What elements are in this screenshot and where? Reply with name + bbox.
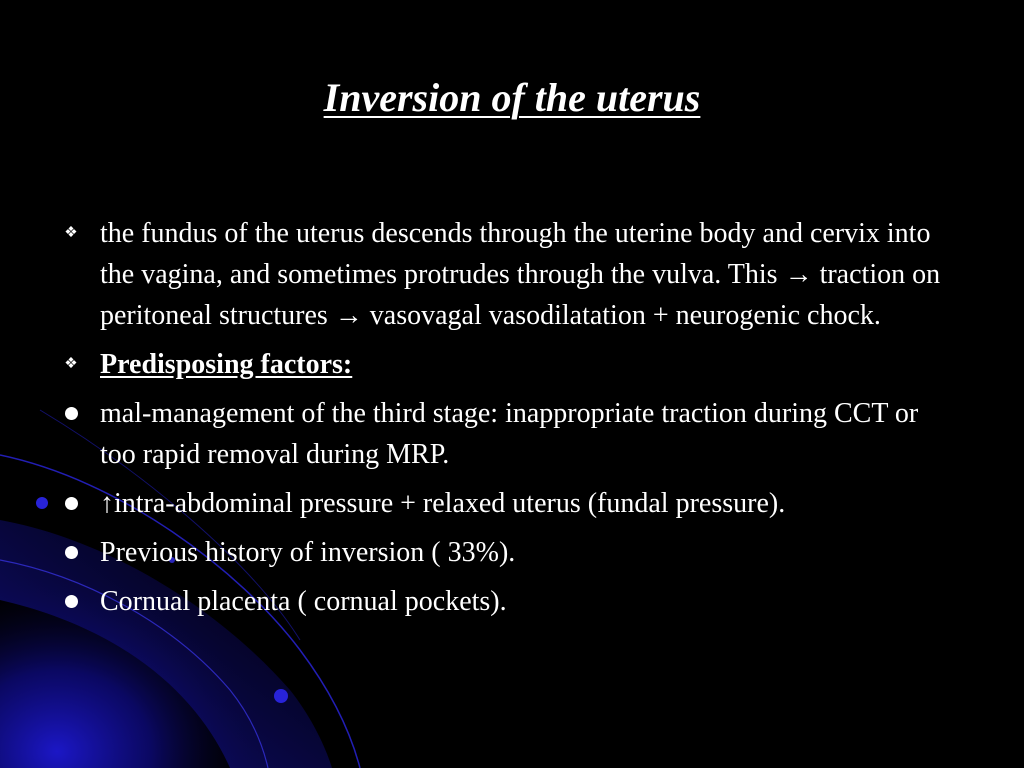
round-bullet-icon	[60, 393, 82, 434]
bullet-text: Previous history of inversion ( 33%).	[100, 537, 516, 568]
list-item	[60, 532, 960, 573]
bullet-text: mal-management of the third stage: inappropriate traction during CCT or too rapid removal during MRP.	[100, 398, 919, 470]
list-item	[60, 483, 960, 524]
round-bullet-icon	[60, 483, 82, 524]
glow-dot-1	[36, 497, 48, 509]
round-bullet-icon	[60, 532, 82, 573]
list-item	[60, 213, 960, 336]
bullet-text: the fundus of the uterus descends through the uterine body and cervix into the vagina, and sometimes protrudes through the vulva. This → traction on peritoneal structures → vasovagal vasodilatation + neurogenic chock.	[100, 218, 941, 331]
list-item	[60, 344, 960, 385]
bullet-list	[60, 213, 960, 630]
slide-title: Inversion of the uterus	[323, 75, 701, 120]
predisposing-factors-heading: Predisposing factors:	[100, 349, 353, 380]
round-bullet-icon	[60, 581, 82, 622]
bullet-text: Cornual placenta ( cornual pockets).	[100, 586, 507, 617]
glow-dot-2	[274, 689, 288, 703]
list-item	[60, 393, 960, 475]
diamond-bullet-icon: ❖	[64, 225, 78, 241]
list-item	[60, 581, 960, 622]
bullet-text: ↑intra-abdominal pressure + relaxed uterus (fundal pressure).	[100, 488, 786, 519]
diamond-bullet-icon: ❖	[64, 356, 78, 372]
